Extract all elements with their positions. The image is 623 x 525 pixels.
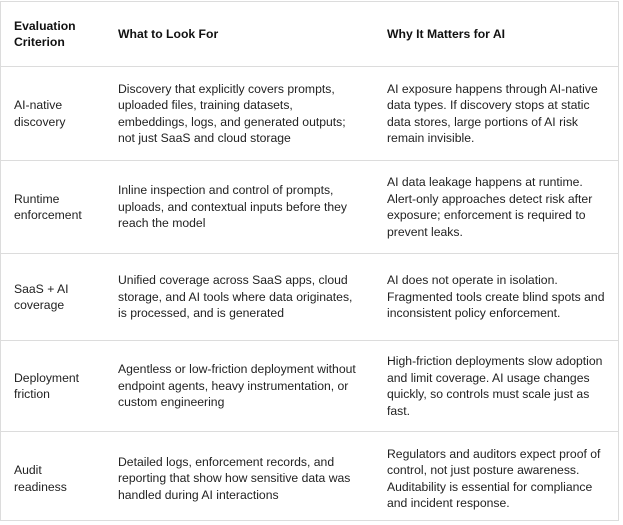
evaluation-table xyxy=(1,2,618,525)
criterion-cell: Runtime enforcement xyxy=(1,161,106,254)
column-header-what-to-look-for: What to Look For xyxy=(106,2,375,67)
column-header-why-it-matters: Why It Matters for AI xyxy=(375,2,618,67)
criterion-cell: Deployment friction xyxy=(1,341,106,432)
criterion-cell: Audit readiness xyxy=(1,432,106,525)
table-row xyxy=(1,254,618,341)
why-cell: AI exposure happens through AI-native data types. If discovery stops at static data stores, large portions of AI risk remain invisible. xyxy=(375,67,618,161)
look-for-cell: Unified coverage across SaaS apps, cloud storage, and AI tools where data originates, is processed, and is generated xyxy=(106,254,375,341)
criterion-cell: AI-native discovery xyxy=(1,67,106,161)
look-for-cell: Detailed logs, enforcement records, and reporting that show how sensitive data was handled during AI interactions xyxy=(106,432,375,525)
table-row xyxy=(1,341,618,432)
why-cell: Regulators and auditors expect proof of control, not just posture awareness. Auditability is essential for compliance and incident response. xyxy=(375,432,618,525)
why-cell: AI does not operate in isolation. Fragmented tools create blind spots and inconsistent policy enforcement. xyxy=(375,254,618,341)
criterion-cell: SaaS + AI coverage xyxy=(1,254,106,341)
why-cell: High-friction deployments slow adoption and limit coverage. AI usage changes quickly, so controls must scale just as fast. xyxy=(375,341,618,432)
why-cell: AI data leakage happens at runtime. Alert-only approaches detect risk after exposure; enforcement is required to prevent leaks. xyxy=(375,161,618,254)
table-row xyxy=(1,432,618,525)
table-row xyxy=(1,161,618,254)
evaluation-table-container xyxy=(0,1,619,521)
look-for-cell: Inline inspection and control of prompts, uploads, and contextual inputs before they reach the model xyxy=(106,161,375,254)
look-for-cell: Agentless or low-friction deployment without endpoint agents, heavy instrumentation, or custom engineering xyxy=(106,341,375,432)
look-for-cell: Discovery that explicitly covers prompts, uploaded files, training datasets, embeddings, logs, and generated outputs; not just SaaS and cloud storage xyxy=(106,67,375,161)
table-row xyxy=(1,67,618,161)
column-header-criterion: Evaluation Criterion xyxy=(1,2,106,67)
table-header-row xyxy=(1,2,618,67)
